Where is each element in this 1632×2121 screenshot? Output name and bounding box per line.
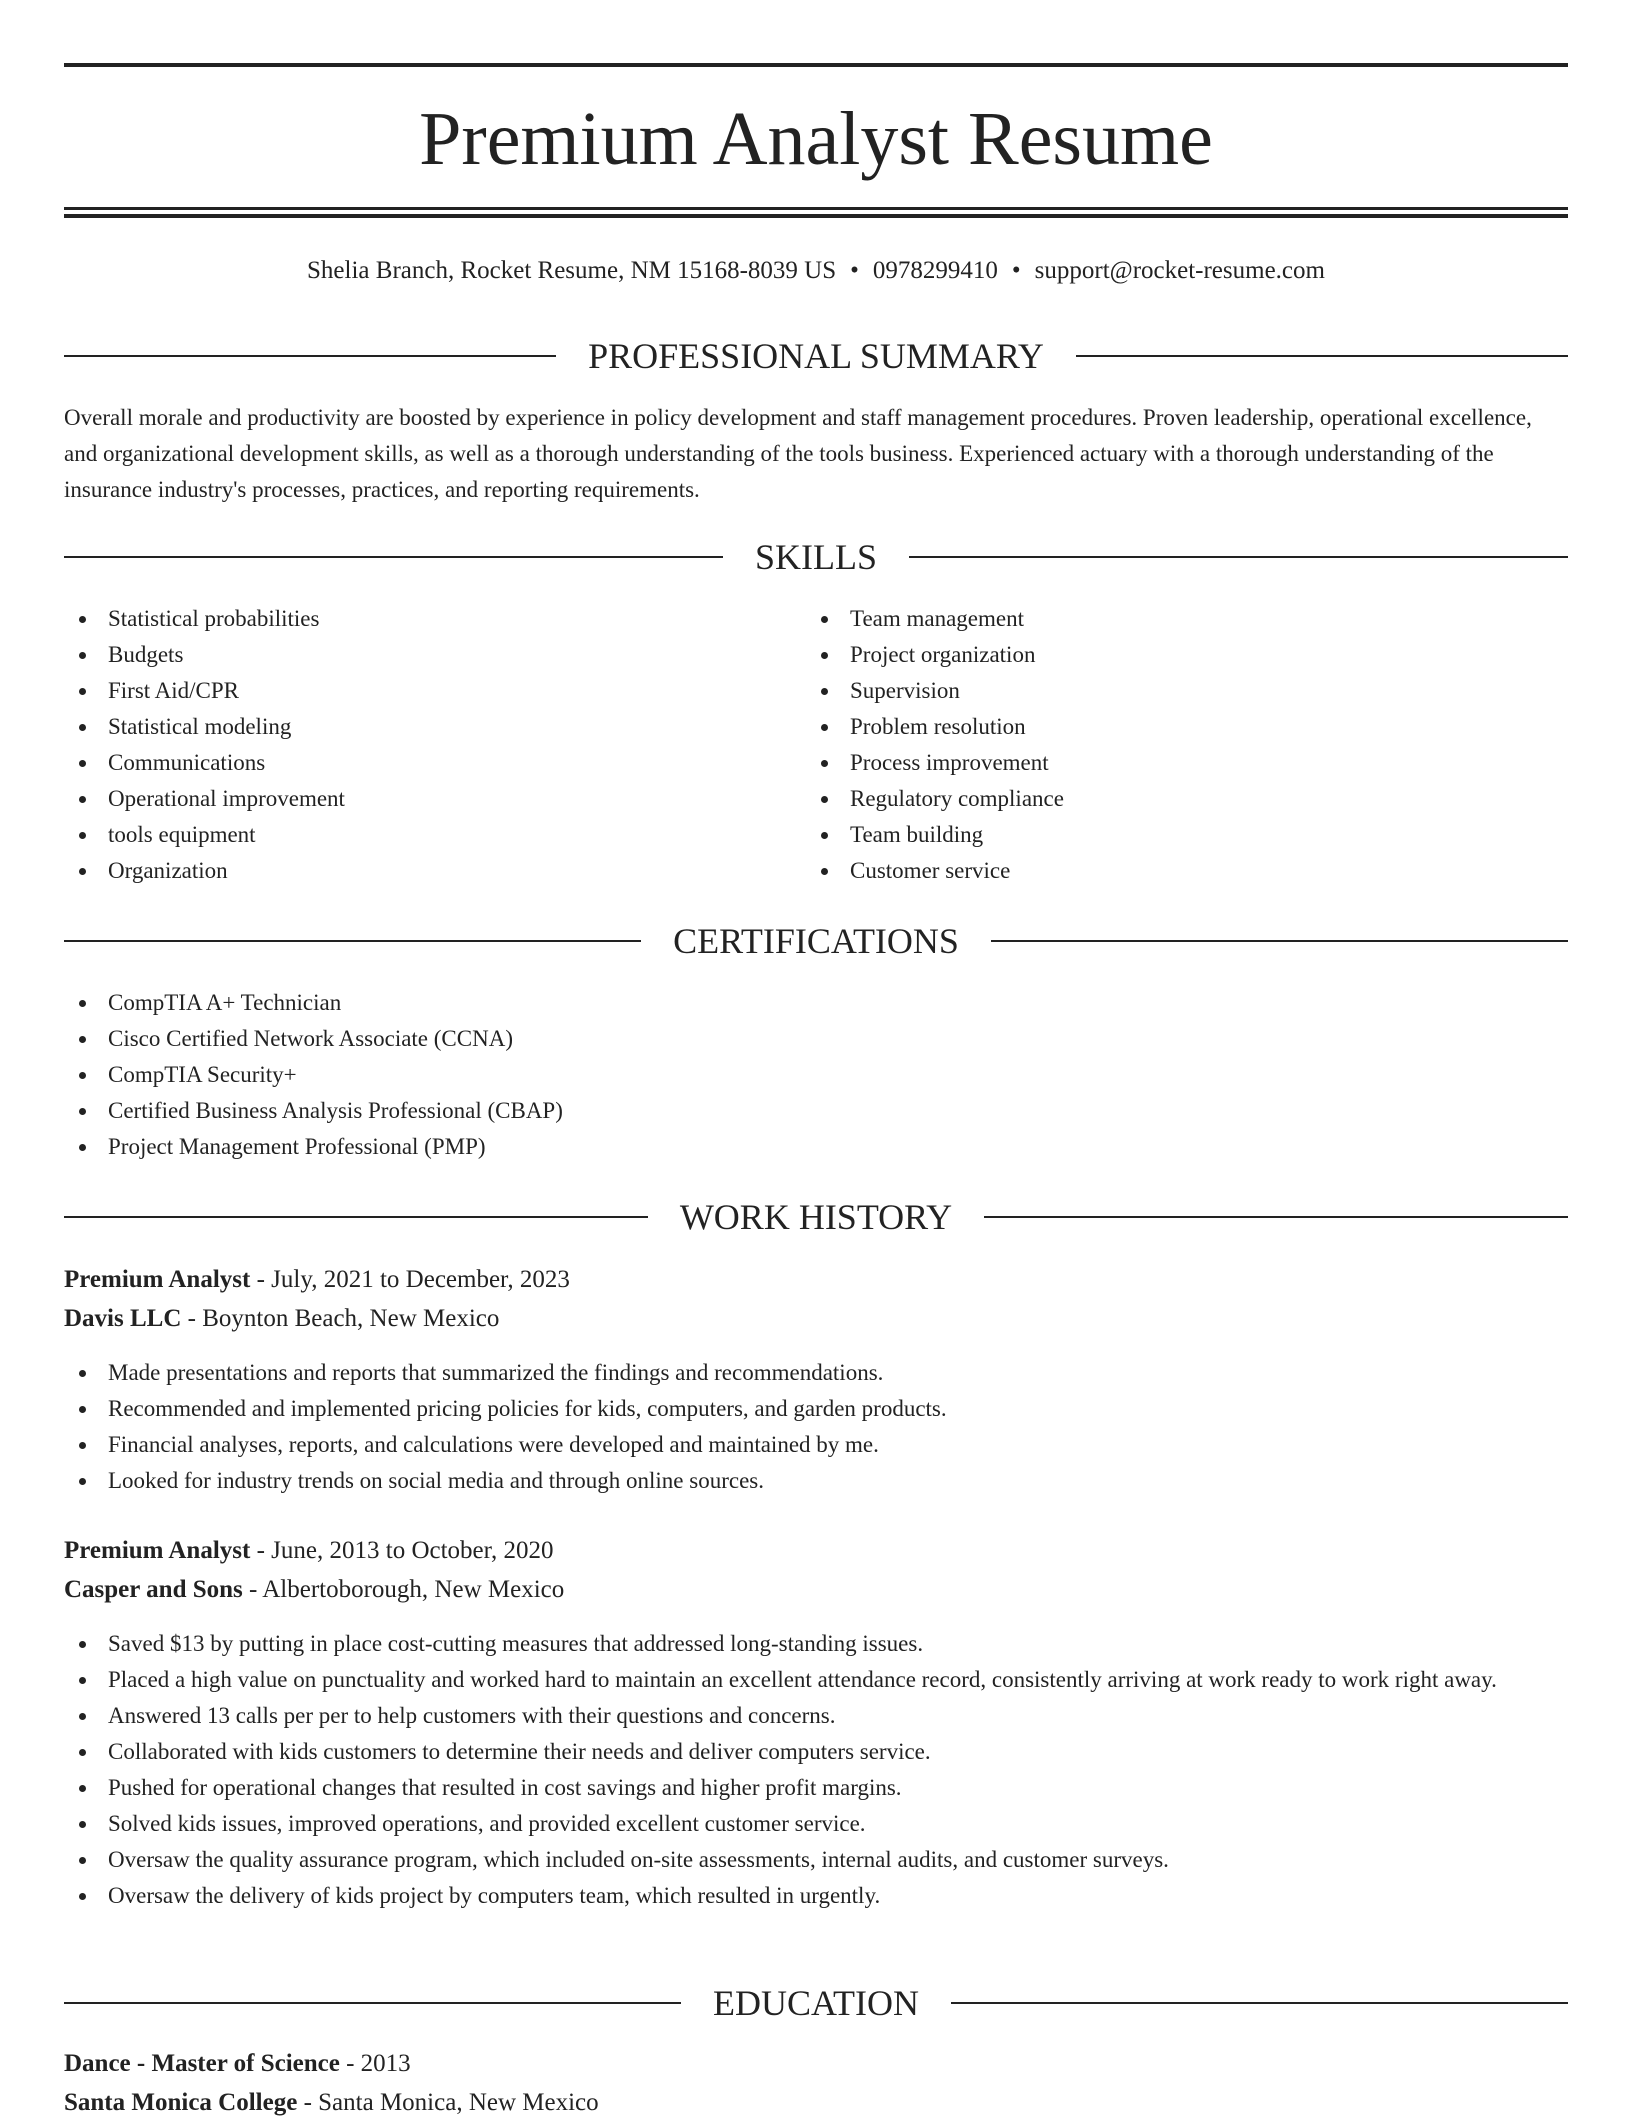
contact-separator: • (850, 257, 859, 284)
list-item: Looked for industry trends on social media and through online sources. (64, 1463, 1568, 1499)
list-item: Answered 13 calls per per to help customers with their questions and concerns. (64, 1698, 1568, 1734)
job-bullets (64, 1355, 1568, 1499)
job-title: Premium Analyst (64, 1537, 251, 1564)
section-title: WORK HISTORY (679, 1197, 953, 1237)
list-item: Budgets (64, 637, 804, 673)
job-company: Davis LLC (64, 1305, 182, 1332)
list-item: Certified Business Analysis Professional (CBAP) (64, 1093, 1564, 1129)
education-year: - 2013 (339, 2050, 411, 2077)
contact-email: support@rocket-resume.com (1034, 257, 1325, 284)
list-item: CompTIA A+ Technician (64, 985, 1564, 1021)
education-location: - Santa Monica, New Mexico (297, 2089, 599, 2116)
section-header-work-history (64, 1195, 1568, 1239)
section-header-summary (64, 334, 1568, 378)
list-item: CompTIA Security+ (64, 1057, 1564, 1093)
section-title: SKILLS (755, 537, 878, 577)
section-rule (64, 2002, 681, 2004)
list-item: Pushed for operational changes that resulted in cost savings and higher profit margins. (64, 1770, 1568, 1806)
list-item: Recommended and implemented pricing policies for kids, computers, and garden products. (64, 1391, 1568, 1427)
page-title: Premium Analyst Resume (419, 97, 1213, 181)
title-double-rule (64, 207, 1568, 218)
section-title: EDUCATION (713, 1983, 919, 2023)
list-item: Communications (64, 745, 804, 781)
section-title: CERTIFICATIONS (673, 921, 959, 961)
list-item: Collaborated with kids customers to determine their needs and deliver computers service. (64, 1734, 1568, 1770)
contact-separator: • (1011, 257, 1021, 284)
list-item: Project organization (806, 637, 1546, 673)
section-rule (1076, 355, 1568, 357)
list-item: Supervision (806, 673, 1546, 709)
top-rule (64, 63, 1568, 67)
education-degree: Dance - Master of Science (64, 2050, 340, 2077)
section-rule (64, 355, 556, 357)
skills-list-left (64, 601, 804, 889)
list-item: Process improvement (806, 745, 1546, 781)
list-item: Organization (64, 853, 804, 889)
job-bullets (64, 1626, 1568, 1914)
job-company: Casper and Sons (64, 1576, 243, 1603)
education-degree-line (64, 2046, 1568, 2082)
job-dates: - July, 2021 to December, 2023 (250, 1266, 570, 1293)
list-item: Customer service (806, 853, 1546, 889)
job-dates: - June, 2013 to October, 2020 (250, 1537, 554, 1564)
education-school: Santa Monica College (64, 2089, 298, 2116)
list-item: Oversaw the delivery of kids project by computers team, which resulted in urgently. (64, 1878, 1568, 1914)
job-company-line (64, 1572, 1568, 1608)
list-item: Solved kids issues, improved operations, and provided excellent customer service. (64, 1806, 1568, 1842)
section-rule (991, 940, 1568, 942)
skills-list-right (806, 601, 1546, 889)
list-item: Team building (806, 817, 1546, 853)
contact-address: Shelia Branch, Rocket Resume, NM 15168-8039 US (307, 257, 837, 284)
section-rule (64, 1216, 648, 1218)
list-item: Made presentations and reports that summarized the findings and recommendations. (64, 1355, 1568, 1391)
section-rule (64, 940, 641, 942)
list-item: Regulatory compliance (806, 781, 1546, 817)
list-item: Project Management Professional (PMP) (64, 1129, 1564, 1165)
education-school-line (64, 2085, 1568, 2121)
list-item: Statistical modeling (64, 709, 804, 745)
section-rule (909, 556, 1568, 558)
list-item: Statistical probabilities (64, 601, 804, 637)
section-rule (951, 2002, 1568, 2004)
certifications-list (64, 985, 1564, 1165)
list-item: Saved $13 by putting in place cost-cutting measures that addressed long-standing issues. (64, 1626, 1568, 1662)
list-item: Financial analyses, reports, and calculations were developed and maintained by me. (64, 1427, 1568, 1463)
section-header-certifications (64, 919, 1568, 963)
list-item: Placed a high value on punctuality and worked hard to maintain an excellent attendance record, consistently arriving at work ready to work right away. (64, 1662, 1568, 1698)
section-header-education (64, 1981, 1568, 2025)
section-rule (64, 556, 723, 558)
list-item: Problem resolution (806, 709, 1546, 745)
job-company-line (64, 1301, 1568, 1337)
section-title: PROFESSIONAL SUMMARY (588, 336, 1044, 376)
list-item: Operational improvement (64, 781, 804, 817)
job-location: - Boynton Beach, New Mexico (181, 1305, 500, 1332)
job-title-line (64, 1533, 1568, 1569)
summary-text: Overall morale and productivity are boosted by experience in policy development and staff management procedures. Proven leadership, operational excellence, and organizational development skills, as well as a thorough understanding of the tools business. Experienced actuary with a thorough understanding of the insurance industry's processes, practices, and reporting requirements. (64, 405, 1532, 502)
list-item: Oversaw the quality assurance program, which included on-site assessments, internal audits, and customer surveys. (64, 1842, 1568, 1878)
list-item: tools equipment (64, 817, 804, 853)
contact-phone: 0978299410 (872, 257, 998, 284)
section-header-skills (64, 535, 1568, 579)
contact-line (64, 254, 1568, 288)
job-title: Premium Analyst (64, 1266, 251, 1293)
section-rule (984, 1216, 1568, 1218)
job-location: - Albertoborough, New Mexico (242, 1576, 565, 1603)
job-title-line (64, 1262, 1568, 1298)
list-item: First Aid/CPR (64, 673, 804, 709)
list-item: Cisco Certified Network Associate (CCNA) (64, 1021, 1564, 1057)
list-item: Team management (806, 601, 1546, 637)
